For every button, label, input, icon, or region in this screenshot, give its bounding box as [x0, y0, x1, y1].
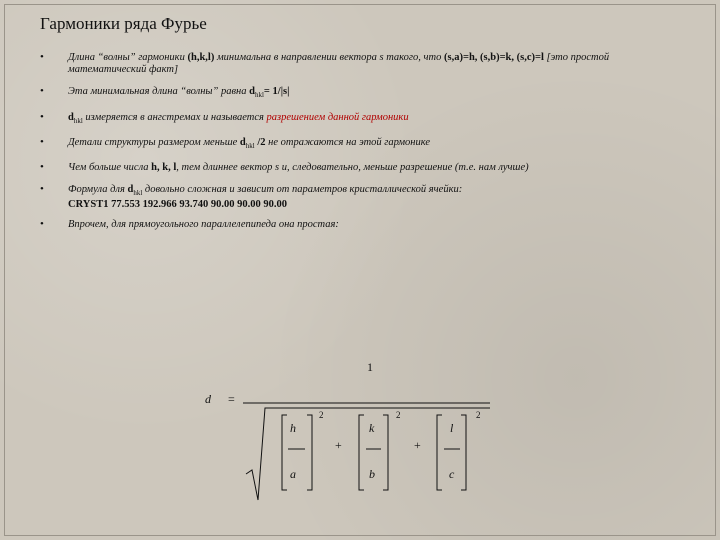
bullet-fragment: разрешением данной гармоники [266, 112, 409, 124]
formula-lhs: d [205, 392, 211, 406]
slide-title: Гармоники ряда Фурье [40, 14, 207, 33]
bullet-fragment: Впрочем, для прямоугольного параллелепипеда она простая: [68, 219, 339, 231]
bullet-fragment: d [249, 86, 255, 97]
bullet-fragment: d [239, 137, 246, 149]
bullet-fragment: (h,k,l) [187, 52, 215, 63]
bullet-dot: • [40, 218, 44, 231]
term-k: k [369, 421, 375, 435]
bullet-fragment: Чем больше числа [68, 162, 152, 174]
bullet-fragment: Эта минимальная длина “волны” равна [68, 86, 250, 97]
bullet-fragment: [это простой математический факт] [68, 52, 610, 75]
bullet-fragment: Детали структуры размером меньше [68, 137, 240, 149]
plus-1: + [335, 438, 342, 452]
bullet-dot: • [40, 136, 44, 149]
bullet-fragment: , тем длиннее вектор s и, следовательно, меньше разрешение (т.е. нам лучше) [176, 162, 529, 174]
bullet-dot: • [40, 161, 44, 174]
term-a: a [290, 467, 296, 481]
formula-equals: = [228, 392, 235, 406]
power-2: 2 [396, 410, 401, 420]
bullet-fragment: hkl [73, 117, 83, 126]
bullet-fragment: измеряется в ангстремах и называется [82, 112, 267, 124]
bullet-dot: • [40, 111, 44, 124]
bullet-fragment: = 1/|s| [263, 86, 290, 97]
bullet-fragment: довольно сложная и зависит от параметров кристаллической ячейки: [142, 184, 463, 196]
bullet-fragment: h, k, l [151, 162, 177, 174]
bullet-fragment: hkl [133, 189, 143, 198]
term-h: h [290, 421, 296, 435]
bullet-fragment: d [68, 112, 74, 124]
bullet-dot: • [40, 51, 44, 63]
formula-numerator: 1 [367, 360, 373, 374]
bullet-fragment: минимальна в направлении вектора s такого, что [214, 52, 444, 63]
bullet-dot: • [40, 85, 44, 97]
bullet-fragment: hkl [245, 142, 255, 151]
term-b: b [369, 467, 375, 481]
bullet-fragment: (s,a)=h, (s,b)=k, (s,c)=l [444, 52, 544, 63]
bullet-fragment: d [127, 184, 134, 196]
power-3: 2 [476, 410, 481, 420]
bullet-fragment: hkl [254, 91, 264, 100]
plus-2: + [414, 438, 421, 452]
term-c: c [449, 467, 455, 481]
bullet-dot: • [40, 183, 44, 196]
bullet-fragment: CRYST1 77.553 192.966 93.740 90.00 90.00 90.00 [68, 199, 287, 211]
power-1: 2 [319, 410, 324, 420]
bullet-fragment: /2 [254, 137, 266, 149]
bullet-fragment: Формула для [68, 184, 128, 196]
term-l: l [450, 421, 454, 435]
bullet-fragment: Длина “волны” гармоники [68, 52, 188, 63]
bullet-fragment: не отражаются на этой гармонике [265, 137, 431, 149]
